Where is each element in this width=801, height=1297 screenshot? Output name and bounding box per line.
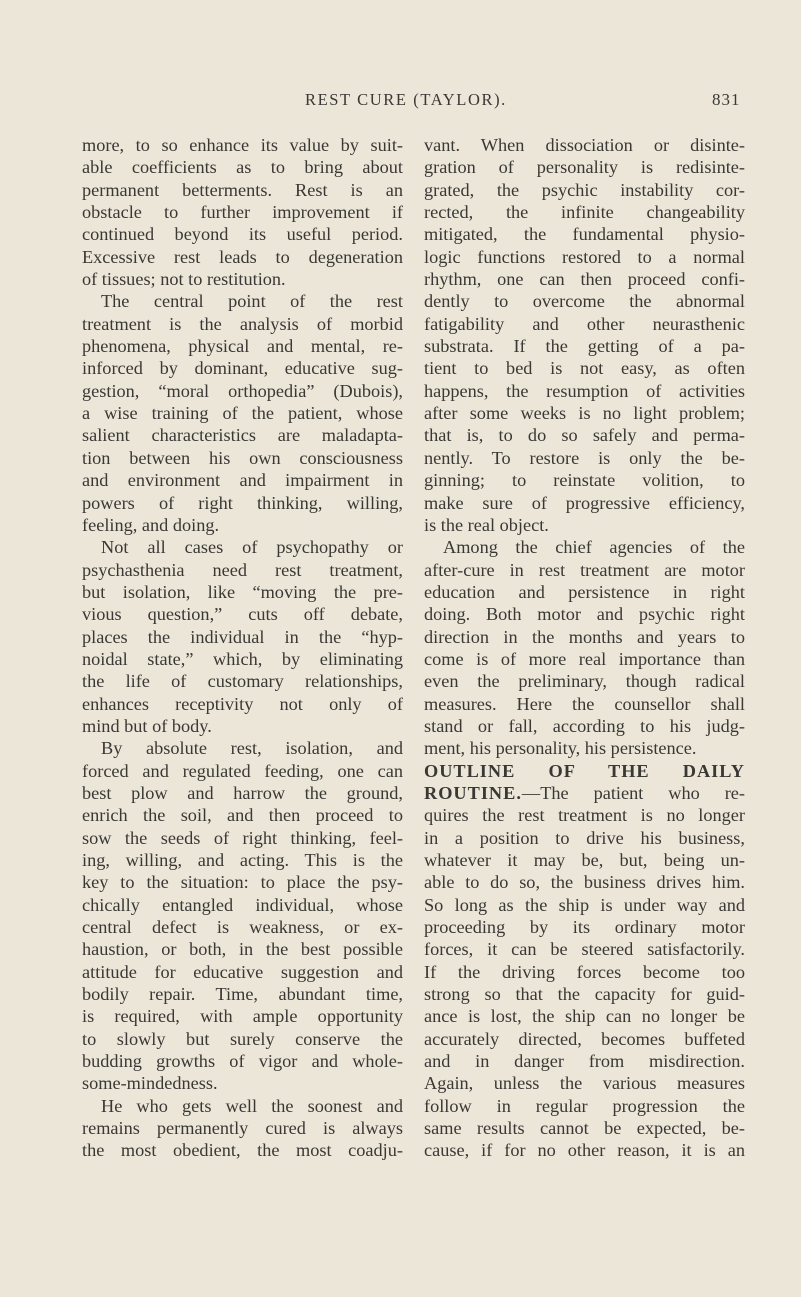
text-line: mitigated, the fundamental physio- — [424, 224, 745, 245]
text-line: vious question,” cuts off debate, — [82, 604, 403, 625]
text-line: tion between his own consciousness — [82, 447, 403, 468]
text-line: obstacle to further improvement if — [82, 202, 403, 223]
text-line: ginning; to reinstate volition, to — [424, 470, 745, 491]
text-line: measures. Here the counsellor shall — [424, 693, 745, 714]
text-line: that is, to do so safely and perma- — [424, 425, 745, 446]
text-line: accurately directed, becomes buffeted — [424, 1028, 745, 1049]
text-line: logic functions restored to a normal — [424, 246, 745, 267]
text-line: ing, willing, and acting. This is the — [82, 850, 403, 870]
text-line: gration of personality is redisinte- — [424, 157, 745, 178]
text-line: ance is lost, the ship can no longer be — [424, 1006, 745, 1027]
section-paragraph — [424, 760, 745, 1162]
text-line: continued beyond its useful period. — [82, 224, 403, 245]
text-line: cause, if for no other reason, it is an — [424, 1140, 745, 1161]
text-line: strong so that the capacity for guid- — [424, 984, 745, 1005]
text-line: whatever it may be, but, being un- — [424, 850, 745, 870]
text-line: proceeding by its ordinary motor — [424, 917, 745, 938]
text-line: the life of customary relationships, — [82, 671, 403, 692]
text-line: mind but of body. — [82, 715, 212, 736]
text-line: budding growths of vigor and whole- — [82, 1051, 403, 1072]
text-line: grated, the psychic instability cor- — [424, 179, 745, 200]
text-line: treatment is the analysis of morbid — [82, 313, 403, 334]
text-line: forces, it can be steered satisfactorily. — [424, 939, 745, 960]
text-line: Among the chief agencies of the — [443, 537, 745, 558]
text-line: stand or fall, according to his judg- — [424, 715, 745, 736]
text-line: in a position to drive his business, — [424, 827, 745, 848]
text-line: and environment and impairment in — [82, 470, 403, 491]
text-line: permanent betterments. Rest is an — [82, 179, 403, 200]
page-number: 831 — [712, 90, 741, 109]
text-line: best plow and harrow the ground, — [82, 782, 403, 803]
text-line: haustion, or both, in the best possible — [82, 939, 403, 960]
text-line: remains permanently cured is always — [82, 1118, 403, 1139]
text-line: rhythm, one can then proceed confi- — [424, 269, 745, 290]
text-line: enrich the soil, and then proceed to — [82, 805, 403, 826]
text-line: attitude for educative suggestion and — [82, 961, 403, 982]
text-line: By absolute rest, isolation, and — [101, 738, 403, 759]
text-line: more, to so enhance its value by suit- — [82, 135, 403, 155]
right-column — [424, 134, 745, 1162]
text-line: doing. Both motor and psychic right — [424, 604, 745, 625]
paragraph — [82, 737, 403, 1095]
text-line: ment, his personality, his persistence. — [424, 738, 697, 759]
text-line: So long as the ship is under way and — [424, 894, 745, 915]
text-line: rected, the infinite changeability — [424, 202, 745, 223]
text-line: happens, the resumption of activities — [424, 380, 745, 401]
text-line: places the individual in the “hyp- — [82, 626, 403, 647]
text-line: psychasthenia need rest treatment, — [82, 559, 403, 580]
text-line: Excessive rest leads to degeneration — [82, 246, 403, 267]
text-line: make sure of progressive efficiency, — [424, 492, 745, 513]
paragraph — [424, 536, 745, 759]
text-line: Again, unless the various measures — [424, 1073, 745, 1094]
paragraph — [82, 290, 403, 536]
paragraph — [82, 1095, 403, 1162]
text-line: gestion, “moral orthopedia” (Dubois), — [82, 380, 403, 401]
text-line: quires the rest treatment is no longer — [424, 805, 745, 826]
text-line: to slowly but surely conserve the — [82, 1028, 403, 1049]
text-line: after-cure in rest treatment are motor — [424, 559, 745, 580]
text-line: sow the seeds of right thinking, feel- — [82, 827, 403, 848]
text-line: is required, with ample opportunity — [82, 1006, 403, 1027]
text-line: He who gets well the soonest and — [101, 1095, 403, 1116]
text-line — [424, 782, 745, 804]
text-line: central defect is weakness, or ex- — [82, 917, 403, 938]
text-line: inforced by dominant, educative sug- — [82, 358, 403, 379]
running-title: REST CURE (TAYLOR). — [305, 90, 507, 109]
text-line: and in danger from misdirection. — [424, 1051, 745, 1072]
paragraph — [82, 536, 403, 737]
text-line: even the preliminary, though radical — [424, 671, 745, 692]
text-line: fatigability and other neurasthenic — [424, 313, 745, 334]
paragraph — [82, 134, 403, 290]
text-line: salient characteristics are maladapta- — [82, 425, 403, 446]
text-line: bodily repair. Time, abundant time, — [82, 984, 403, 1005]
text-line: same results cannot be expected, be- — [424, 1118, 745, 1139]
text-line: powers of right thinking, willing, — [82, 492, 403, 513]
paragraph — [424, 134, 745, 536]
left-column — [82, 134, 403, 1162]
text-line: feeling, and doing. — [82, 514, 220, 535]
text-line: enhances receptivity not only of — [82, 693, 403, 714]
text-line — [424, 760, 745, 782]
text-line: key to the situation: to place the psy- — [82, 872, 403, 893]
text-line: is the real object. — [424, 514, 549, 535]
text-line: The central point of the rest — [101, 291, 403, 312]
text-line: tient to bed is not easy, as often — [424, 358, 745, 379]
text-line: chically entangled individual, whose — [82, 894, 403, 915]
text-line: If the driving forces become too — [424, 961, 745, 982]
text-line: Not all cases of psychopathy or — [101, 537, 403, 558]
text-line: dently to overcome the abnormal — [424, 291, 745, 312]
text-line: of tissues; not to restitution. — [82, 269, 286, 290]
text-line: after some weeks is no light problem; — [424, 403, 745, 424]
text-line: substrata. If the getting of a pa- — [424, 336, 745, 357]
text-line: able coefficients as to bring about — [82, 157, 403, 178]
text-line: a wise training of the patient, whose — [82, 403, 403, 424]
text-line: the most obedient, the most coadju- — [82, 1140, 403, 1161]
text-run: —The patient who re- — [521, 782, 745, 803]
text-line: able to do so, the business drives him. — [424, 872, 745, 893]
text-line: come is of more real importance than — [424, 648, 745, 669]
text-line: some-mindedness. — [82, 1073, 218, 1094]
text-line: education and persistence in right — [424, 581, 745, 602]
section-heading: OUTLINE OF THE DAILY — [424, 760, 745, 781]
section-heading: ROUTINE. — [424, 782, 522, 803]
text-line: nently. To restore is only the be- — [424, 447, 745, 468]
text-line: but isolation, like “moving the pre- — [82, 581, 403, 602]
text-line: forced and regulated feeding, one can — [82, 760, 403, 781]
text-line: vant. When dissociation or disinte- — [424, 135, 745, 155]
text-line: direction in the months and years to — [424, 626, 745, 647]
text-line: noidal state,” which, by eliminating — [82, 648, 403, 669]
text-line: follow in regular progression the — [424, 1095, 745, 1116]
text-line: phenomena, physical and mental, re- — [82, 336, 403, 357]
